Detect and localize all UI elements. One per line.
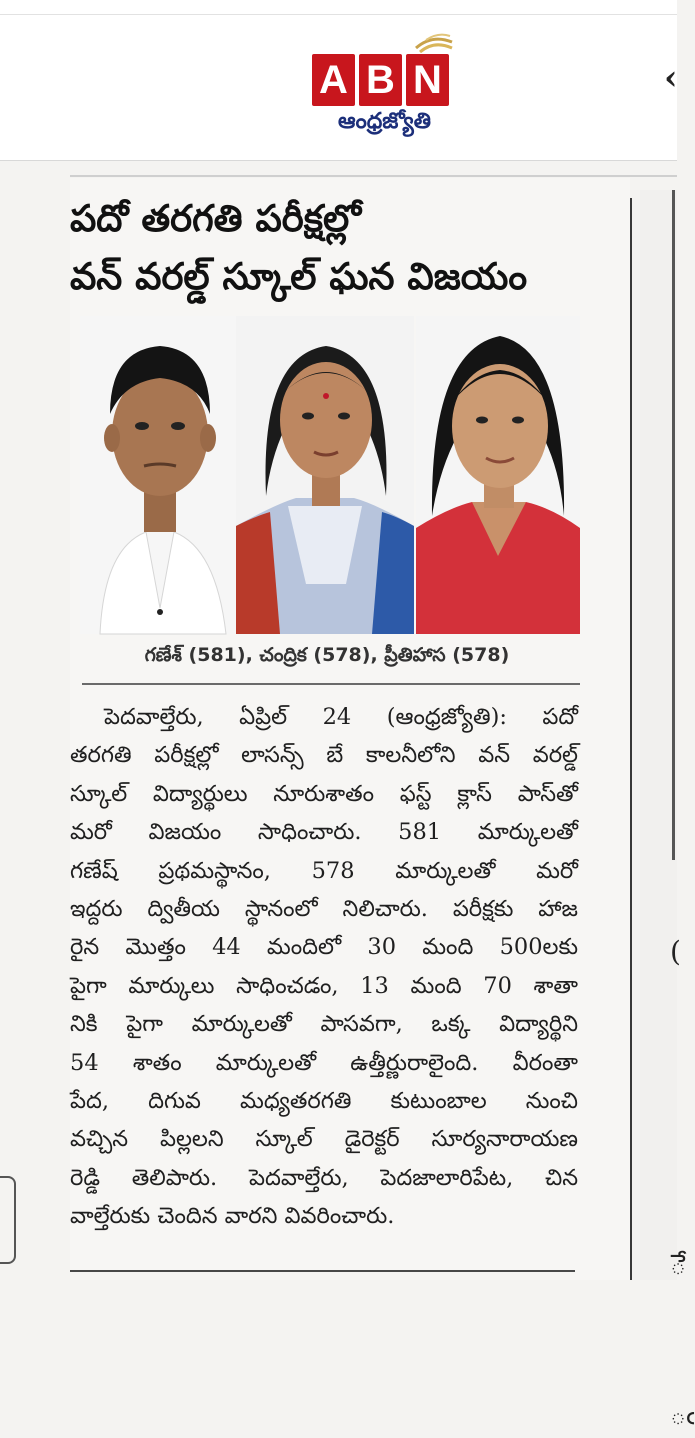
- side-handle[interactable]: [0, 1176, 16, 1264]
- student-photos: [80, 316, 580, 634]
- article-bottom-rule: [70, 1270, 575, 1272]
- cropped-edge-icon: ‹: [664, 58, 678, 98]
- logo-subtitle: ఆంధ్రజ్యోతి: [338, 109, 431, 134]
- adjacent-glyph-fragment: (: [670, 935, 681, 968]
- body-line: ఇద్దరు ద్వితీయ స్థానంలో నిలిచారు. పరీక్షకు హాజ: [70, 896, 578, 923]
- student-photo-preethihasa: [416, 316, 580, 634]
- logo-letter-a: A: [312, 54, 355, 106]
- caption-rule: [82, 683, 580, 685]
- body-line: స్కూల్ విద్యార్థులు నూరుశాతం ఫస్ట్ క్లాస్ పాస్‌తో: [70, 780, 578, 807]
- adjacent-column-rule: [672, 190, 675, 860]
- logo-letter-b: B: [359, 54, 402, 106]
- body-line: పెదవాల్తేరు, ఏప్రిల్ 24 (ఆంధ్రజ్యోతి): పదో: [104, 704, 578, 730]
- column-rule: [630, 198, 632, 1280]
- body-line: 54 శాతం మార్కులతో ఉత్తీర్ణురాలైంది. వీరంతా: [70, 1049, 578, 1076]
- photo-caption: గణేశ్ (581), చంద్రిక (578), ప్రీతిహాస (578): [144, 644, 510, 666]
- body-line: గణేష్ ప్రథమస్థానం, 578 మార్కులతో మరో: [70, 857, 578, 884]
- article-body: [70, 698, 578, 1236]
- body-line: పేద, దిగువ మధ్యతరగతి కుటుంబాల నుంచి: [70, 1088, 578, 1115]
- body-line: వాల్తేరుకు చెందిన వారని వివరించారు.: [70, 1203, 395, 1230]
- body-line: నికి పైగా మార్కులతో పాసవగా, ఒక్క విద్యార్థిని: [70, 1011, 578, 1038]
- body-line: తరగతి పరీక్షల్లో లాసన్స్ బే కాలనీలోని వన్ వరల్డ్: [70, 742, 578, 769]
- body-line: మరో విజయం సాధించారు. 581 మార్కులతో: [70, 819, 578, 846]
- body-line: పైగా మార్కులు సాధించడం, 13 మంది 70 శాతా: [70, 972, 578, 999]
- adjacent-glyph-fragment: ఁ: [670, 1398, 695, 1431]
- abn-andhrajyothy-logo[interactable]: [312, 32, 457, 144]
- adjacent-glyph-fragment: ే: [670, 1248, 687, 1281]
- student-photo-ganesh: [80, 316, 240, 634]
- body-line: రెడ్డి తెలిపారు. పెదవాల్తేరు, పెదజాలారిపేట, చిన: [70, 1164, 578, 1191]
- headline-line: వన్ వరల్డ్ స్కూల్ ఘన విజయం: [70, 255, 528, 298]
- student-photo-chandrika: [236, 316, 414, 634]
- body-line: వచ్చిన పిల్లలని స్కూల్ డైరెక్టర్ సూర్యనారాయణ: [70, 1126, 578, 1153]
- adjacent-column-fragment: [640, 190, 695, 1431]
- clipping-top-rule: [70, 175, 677, 177]
- article-headline: [70, 190, 630, 306]
- headline-line: పదో తరగతి పరీక్షల్లో: [70, 197, 362, 240]
- logo-swirl-icon: [412, 32, 456, 54]
- body-line: రైన మొత్తం 44 మందిలో 30 మంది 500లకు: [70, 934, 578, 961]
- logo-letter-n: N: [406, 54, 449, 106]
- top-divider: [0, 14, 677, 15]
- masthead-bar: [0, 0, 677, 161]
